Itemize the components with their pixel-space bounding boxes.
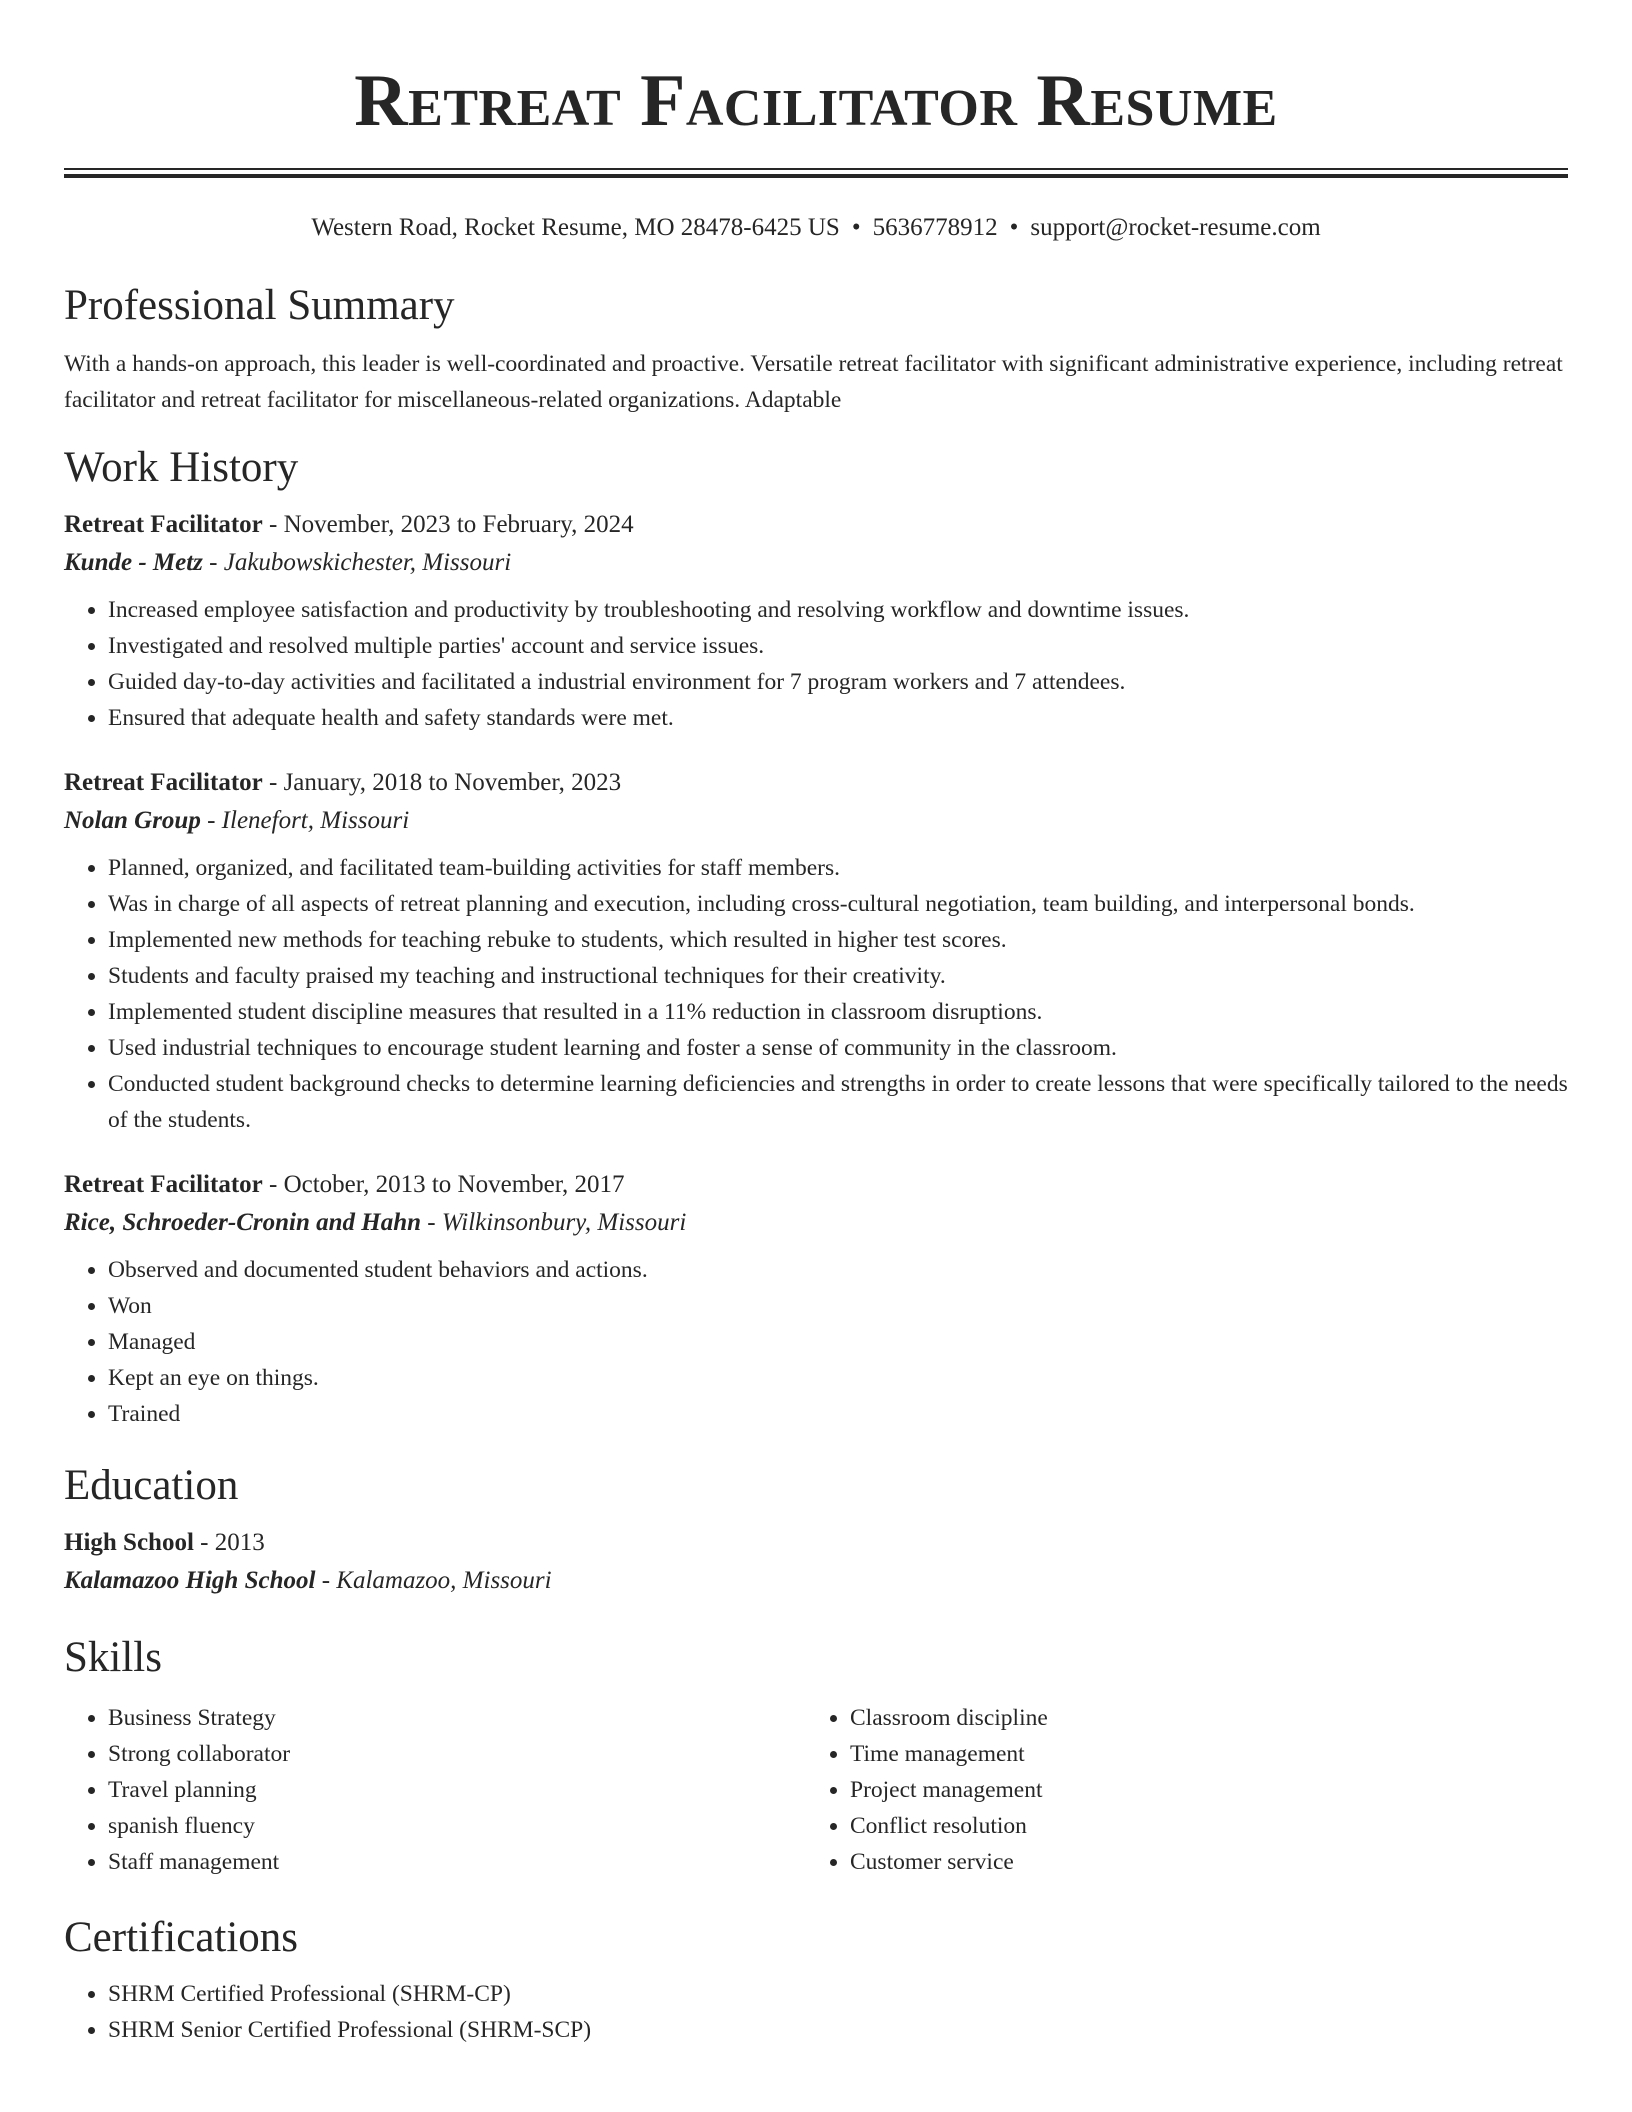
job-entry	[64, 506, 1568, 736]
list-item: • Ensured that adequate health and safety standards were met.	[108, 700, 1568, 736]
skills-column-right	[806, 1700, 1548, 1880]
job-location: - Ilenefort, Missouri	[200, 807, 410, 834]
contact-line	[64, 212, 1568, 244]
list-item: • Planned, organized, and facilitated team-building activities for staff members.	[108, 850, 1568, 886]
job-bullets	[64, 850, 1568, 1138]
job-company: Rice, Schroeder-Cronin and Hahn	[64, 1209, 422, 1236]
contact-email: support@rocket-resume.com	[1030, 214, 1321, 241]
list-item: • Kept an eye on things.	[108, 1360, 1568, 1396]
list-item: • Conducted student background checks to determine learning deficiencies and strengths in order to create lessons that were specifically tailored to the needs of the students.	[108, 1066, 1568, 1138]
skill-item: • Staff management	[108, 1844, 806, 1880]
skills-heading: Skills	[64, 1634, 162, 1681]
job-title-line	[64, 764, 1568, 802]
education-location: - Kalamazoo, Missouri	[315, 1567, 552, 1594]
list-item: • Investigated and resolved multiple parties' account and service issues.	[108, 628, 1568, 664]
contact-address: Western Road, Rocket Resume, MO 28478-6425 US	[311, 214, 840, 241]
job-title-line	[64, 1166, 1568, 1204]
resume-title: Retreat Facilitator Resume	[354, 60, 1278, 142]
list-item: • Implemented student discipline measures that resulted in a 11% reduction in classroom disruptions.	[108, 994, 1568, 1030]
job-company: Kunde - Metz	[64, 549, 203, 576]
job-company: Nolan Group	[64, 807, 201, 834]
list-item: • Increased employee satisfaction and productivity by troubleshooting and resolving workflow and downtime issues.	[108, 592, 1568, 628]
job-dates: - January, 2018 to November, 2023	[262, 769, 622, 796]
contact-phone: 5636778912	[872, 214, 998, 241]
contact-separator: •	[1009, 214, 1019, 241]
job-dates: - October, 2013 to November, 2017	[262, 1171, 625, 1198]
certifications-list	[64, 1976, 1568, 2048]
skill-item: • Business Strategy	[108, 1700, 806, 1736]
job-company-line	[64, 1204, 1568, 1242]
skill-item: • spanish fluency	[108, 1808, 806, 1844]
education-school-line	[64, 1562, 1568, 1600]
list-item: • Managed	[108, 1324, 1568, 1360]
education-heading: Education	[64, 1462, 239, 1509]
list-item: • Won	[108, 1288, 1568, 1324]
job-role: Retreat Facilitator	[64, 769, 263, 796]
job-bullets	[64, 1252, 1568, 1432]
summary-text: With a hands-on approach, this leader is well-coordinated and proactive. Versatile retreat facilitator with significant administrative experience, including retreat facilitator and retreat facilitator for miscellaneous-related organizations. Adaptable	[64, 351, 1563, 413]
job-role: Retreat Facilitator	[64, 1171, 263, 1198]
certifications-heading: Certifications	[64, 1914, 299, 1961]
skills-list	[64, 1700, 1568, 1880]
certification-item: • SHRM Senior Certified Professional (SHRM-SCP)	[108, 2012, 1568, 2048]
skill-item: • Strong collaborator	[108, 1736, 806, 1772]
education-year: - 2013	[193, 1529, 265, 1556]
list-item: • Guided day-to-day activities and facilitated a industrial environment for 7 program workers and 7 attendees.	[108, 664, 1568, 700]
work-history-heading: Work History	[64, 444, 299, 491]
job-title-line	[64, 506, 1568, 544]
skill-item: • Project management	[850, 1772, 1548, 1808]
skill-item: • Time management	[850, 1736, 1548, 1772]
job-dates: - November, 2023 to February, 2024	[262, 511, 634, 538]
job-location: - Wilkinsonbury, Missouri	[421, 1209, 687, 1236]
list-item: • Students and faculty praised my teaching and instructional techniques for their creativity.	[108, 958, 1568, 994]
title-divider	[64, 168, 1568, 178]
job-location: - Jakubowskichester, Missouri	[202, 549, 512, 576]
list-item: • Was in charge of all aspects of retreat planning and execution, including cross-cultural negotiation, team building, and interpersonal bonds.	[108, 886, 1568, 922]
job-role: Retreat Facilitator	[64, 511, 263, 538]
contact-separator: •	[851, 214, 861, 241]
skill-item: • Classroom discipline	[850, 1700, 1548, 1736]
skills-column-left	[64, 1700, 806, 1880]
job-company-line	[64, 544, 1568, 582]
job-entry	[64, 764, 1568, 1138]
list-item: • Trained	[108, 1396, 1568, 1432]
job-entry	[64, 1166, 1568, 1432]
skill-item: • Conflict resolution	[850, 1808, 1548, 1844]
education-degree-line	[64, 1524, 1568, 1562]
job-company-line	[64, 802, 1568, 840]
list-item: • Implemented new methods for teaching rebuke to students, which resulted in higher test scores.	[108, 922, 1568, 958]
skill-item: • Travel planning	[108, 1772, 806, 1808]
education-school: Kalamazoo High School	[64, 1567, 316, 1594]
list-item: • Used industrial techniques to encourage student learning and foster a sense of community in the classroom.	[108, 1030, 1568, 1066]
job-bullets	[64, 592, 1568, 736]
list-item: • Observed and documented student behaviors and actions.	[108, 1252, 1568, 1288]
education-entry	[64, 1524, 1568, 1600]
summary-heading: Professional Summary	[64, 282, 455, 329]
education-degree: High School	[64, 1529, 194, 1556]
certification-item: • SHRM Certified Professional (SHRM-CP)	[108, 1976, 1568, 2012]
skill-item: • Customer service	[850, 1844, 1548, 1880]
